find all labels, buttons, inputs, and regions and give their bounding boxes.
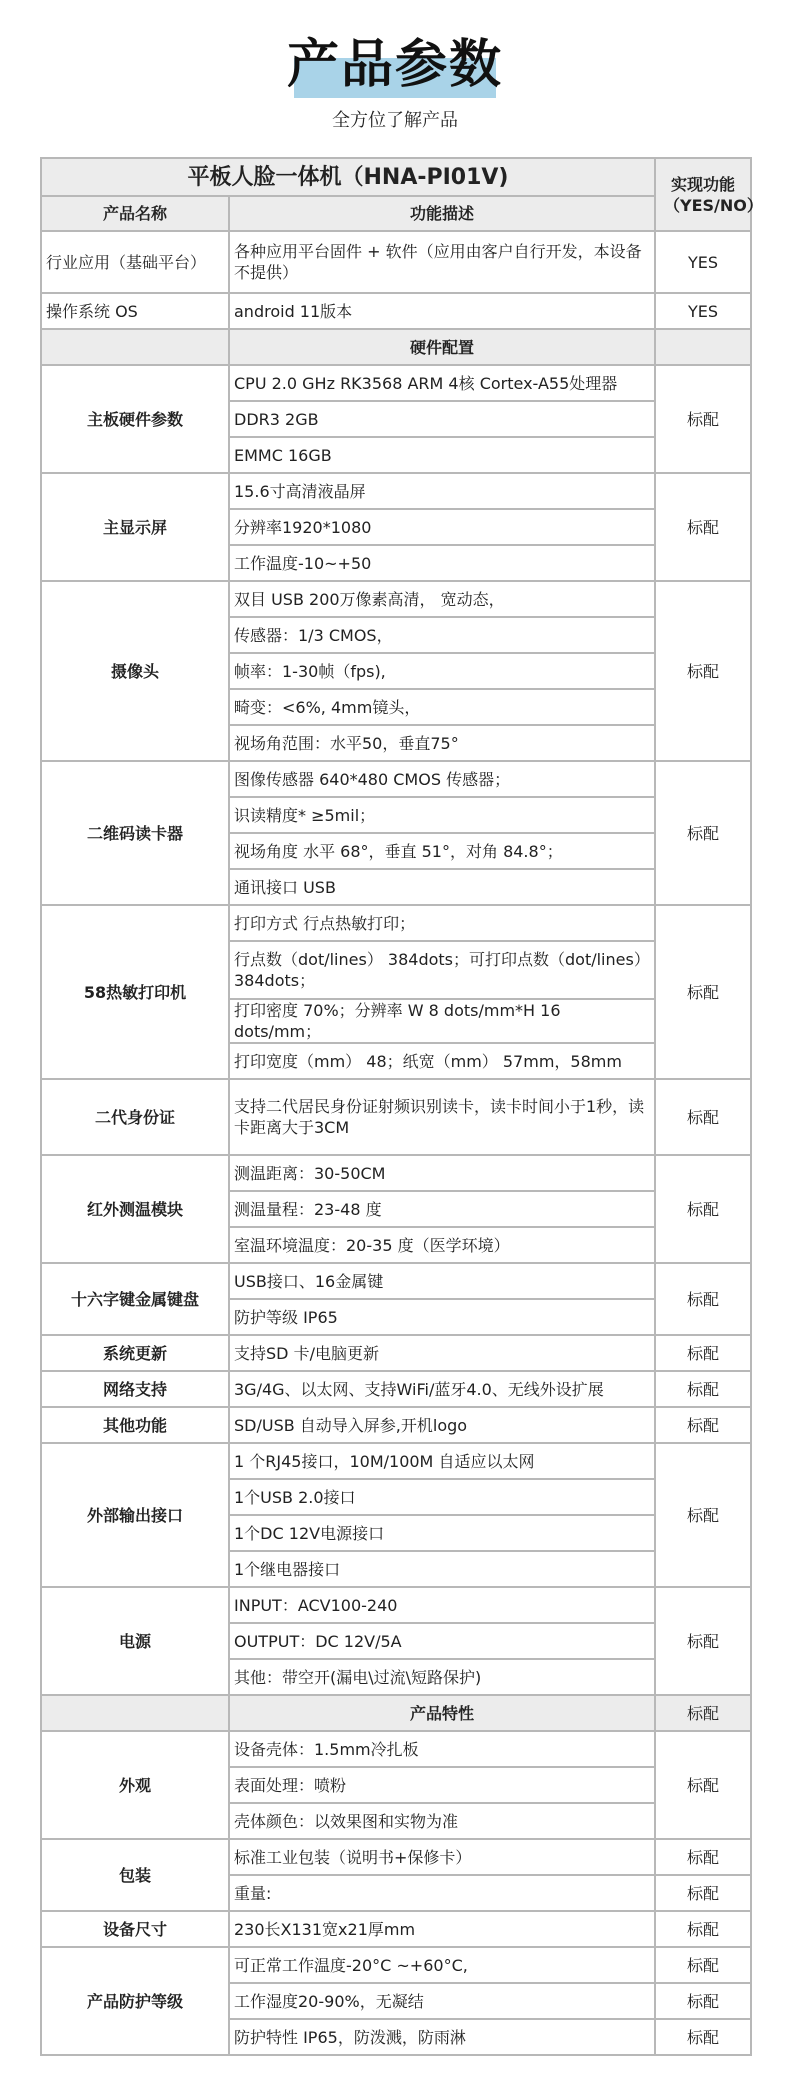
spec-row (41, 581, 751, 617)
row-desc: android 11版本 (229, 293, 655, 329)
spec-item-result: 标配 (655, 2019, 751, 2055)
spec-group-result: 标配 (655, 1443, 751, 1587)
spec-item-desc: 工作温度-10~+50 (229, 545, 655, 581)
spec-item-desc: 图像传感器 640*480 CMOS 传感器； (229, 761, 655, 797)
spec-group-name: 主显示屏 (41, 473, 229, 581)
spec-item-result: 标配 (655, 1947, 751, 1983)
spec-group-name: 摄像头 (41, 581, 229, 761)
spec-group-result: 标配 (655, 1587, 751, 1695)
spec-item-desc: OUTPUT：DC 12V/5A (229, 1623, 655, 1659)
spec-group-result: 标配 (655, 1371, 751, 1407)
spec-item-desc: 通讯接口 USB (229, 869, 655, 905)
spec-row (41, 1731, 751, 1767)
spec-item-desc: 视场角度 水平 68°，垂直 51°，对角 84.8°； (229, 833, 655, 869)
spec-item-result: 标配 (655, 1983, 751, 2019)
row-name: 操作系统 OS (41, 293, 229, 329)
spec-item-desc: 支持二代居民身份证射频识别读卡，读卡时间小于1秒，读卡距离大于3CM (229, 1079, 655, 1155)
spec-item-desc: 重量: (229, 1875, 655, 1911)
spec-item-desc: 打印宽度（mm） 48；纸宽（mm） 57mm，58mm (229, 1043, 655, 1079)
spec-row (41, 761, 751, 797)
spec-item-desc: 表面处理：喷粉 (229, 1767, 655, 1803)
section-blank (655, 329, 751, 365)
spec-item-desc: 打印密度 70%；分辨率 W 8 dots/mm*H 16 dots/mm； (229, 999, 655, 1043)
spec-item-desc: 工作湿度20-90%，无凝结 (229, 1983, 655, 2019)
spec-item-desc: 分辨率1920*1080 (229, 509, 655, 545)
section-hardware-title: 硬件配置 (229, 329, 655, 365)
spec-row (41, 1371, 751, 1407)
spec-item-desc: 行点数（dot/lines） 384dots；可打印点数（dot/lines） 384dots； (229, 941, 655, 999)
spec-group-name: 设备尺寸 (41, 1911, 229, 1947)
spec-group-name: 其他功能 (41, 1407, 229, 1443)
spec-item-desc: EMMC 16GB (229, 437, 655, 473)
spec-table (40, 157, 763, 2056)
spec-row (41, 1079, 751, 1155)
spec-group-name: 外部输出接口 (41, 1443, 229, 1587)
col-name-header: 产品名称 (41, 196, 229, 231)
spec-item-desc: 畸变：<6%, 4mm镜头， (229, 689, 655, 725)
spec-item-desc: DDR3 2GB (229, 401, 655, 437)
spec-group-name: 系统更新 (41, 1335, 229, 1371)
spec-item-desc: 3G/4G、以太网、支持WiFi/蓝牙4.0、无线外设扩展 (229, 1371, 655, 1407)
spec-item-desc: 视场角范围：水平50，垂直75° (229, 725, 655, 761)
page-title: 产品参数 (286, 35, 503, 95)
spec-item-desc: 230长X131宽x21厚mm (229, 1911, 655, 1947)
spec-group-result: 标配 (655, 365, 751, 473)
spec-item-desc: 1个DC 12V电源接口 (229, 1515, 655, 1551)
spec-item-desc: INPUT：ACV100-240 (229, 1587, 655, 1623)
row-result: YES (655, 293, 751, 329)
spec-item-desc: 室温环境温度：20-35 度（医学环境） (229, 1227, 655, 1263)
section-hardware-row (41, 329, 751, 365)
spec-row (41, 1263, 751, 1299)
spec-row (41, 1587, 751, 1623)
row-result: YES (655, 231, 751, 293)
spec-item-result: 标配 (655, 1911, 751, 1947)
spec-group-result: 标配 (655, 1155, 751, 1263)
spec-item-desc: 15.6寸高清液晶屏 (229, 473, 655, 509)
spec-group-name: 主板硬件参数 (41, 365, 229, 473)
spec-item-desc: 传感器：1/3 CMOS， (229, 617, 655, 653)
page-subtitle: 全方位了解产品 (332, 110, 458, 131)
spec-group-name: 58热敏打印机 (41, 905, 229, 1079)
spec-item-desc: 帧率：1-30帧（fps), (229, 653, 655, 689)
row-desc: 各种应用平台固件 + 软件（应用由客户自行开发，本设备不提供） (229, 231, 655, 293)
spec-group-name: 网络支持 (41, 1371, 229, 1407)
spec-item-desc: 防护等级 IP65 (229, 1299, 655, 1335)
spec-group-result: 标配 (655, 1407, 751, 1443)
spec-row (41, 1407, 751, 1443)
spec-row (41, 1155, 751, 1191)
table-row (41, 293, 751, 329)
spec-item-desc: 1个继电器接口 (229, 1551, 655, 1587)
spec-row (41, 473, 751, 509)
spec-row (41, 905, 751, 941)
spec-item-desc: 双目 USB 200万像素高清， 宽动态， (229, 581, 655, 617)
spec-item-desc: 1 个RJ45接口，10M/100M 自适应以太网 (229, 1443, 655, 1479)
spec-item-result: 标配 (655, 1839, 751, 1875)
spec-group-result: 标配 (655, 581, 751, 761)
spec-group-name: 二代身份证 (41, 1079, 229, 1155)
spec-item-desc: 识读精度* ≥5mil； (229, 797, 655, 833)
spec-item-desc: SD/USB 自动导入屏参,开机logo (229, 1407, 655, 1443)
spec-group-result: 标配 (655, 1079, 751, 1155)
spec-item-desc: 标准工业包装（说明书+保修卡） (229, 1839, 655, 1875)
spec-group-result: 标配 (655, 473, 751, 581)
spec-item-desc: 可正常工作温度-20°C ~+60°C, (229, 1947, 655, 1983)
spec-group-name: 产品防护等级 (41, 1947, 229, 2055)
spec-item-desc: 测温距离：30-50CM (229, 1155, 655, 1191)
spec-group-name: 红外测温模块 (41, 1155, 229, 1263)
section-blank (41, 329, 229, 365)
spec-group-name: 二维码读卡器 (41, 761, 229, 905)
spec-group-result: 标配 (655, 1335, 751, 1371)
product-title: 平板人脸一体机（HNA-PI01V) (41, 158, 655, 196)
spec-row (41, 1443, 751, 1479)
spec-item-desc: USB接口、16金属键 (229, 1263, 655, 1299)
spec-item-desc: 测温量程：23-48 度 (229, 1191, 655, 1227)
spec-group-name: 电源 (41, 1587, 229, 1695)
section-features-row (41, 1695, 751, 1731)
table-row (41, 231, 751, 293)
spec-row (41, 1335, 751, 1371)
spec-row (41, 1947, 751, 1983)
result-header: 实现功能（YES/NO） (655, 158, 751, 231)
section-blank (41, 1695, 229, 1731)
col-desc-header: 功能描述 (229, 196, 655, 231)
spec-item-desc: 设备壳体：1.5mm冷扎板 (229, 1731, 655, 1767)
spec-item-desc: CPU 2.0 GHz RK3568 ARM 4核 Cortex-A55处理器 (229, 365, 655, 401)
spec-item-desc: 其他：带空开(漏电\过流\短路保护) (229, 1659, 655, 1695)
spec-row (41, 365, 751, 401)
spec-group-result: 标配 (655, 905, 751, 1079)
spec-group-name: 外观 (41, 1731, 229, 1839)
spec-item-desc: 打印方式 行点热敏打印； (229, 905, 655, 941)
spec-group-name: 十六字键金属键盘 (41, 1263, 229, 1335)
spec-group-result: 标配 (655, 1731, 751, 1839)
spec-item-desc: 支持SD 卡/电脑更新 (229, 1335, 655, 1371)
section-features-result: 标配 (655, 1695, 751, 1731)
section-features-title: 产品特性 (229, 1695, 655, 1731)
page-header (0, 0, 790, 160)
spec-item-desc: 壳体颜色：以效果图和实物为准 (229, 1803, 655, 1839)
spec-item-desc: 1个USB 2.0接口 (229, 1479, 655, 1515)
spec-item-result: 标配 (655, 1875, 751, 1911)
spec-group-name: 包装 (41, 1839, 229, 1911)
table-header-row (41, 196, 751, 231)
row-name: 行业应用（基础平台） (41, 231, 229, 293)
spec-group-result: 标配 (655, 1263, 751, 1335)
spec-row (41, 1911, 751, 1947)
spec-group-result: 标配 (655, 761, 751, 905)
spec-row (41, 1839, 751, 1875)
spec-item-desc: 防护特性 IP65，防泼溅，防雨淋 (229, 2019, 655, 2055)
table-title-row (41, 158, 751, 196)
